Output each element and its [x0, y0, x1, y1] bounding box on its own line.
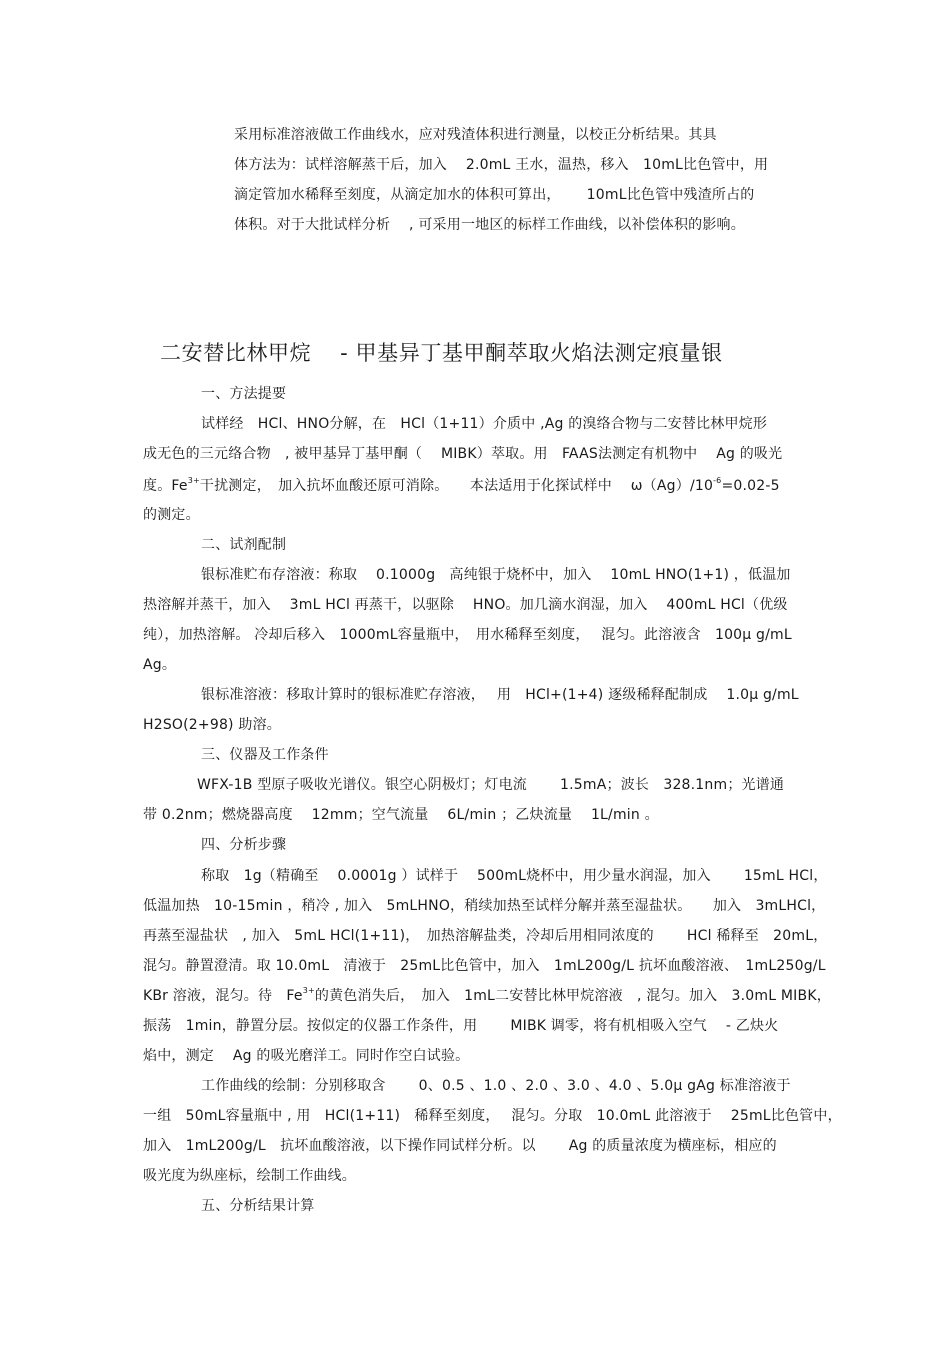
s1-line-3-part-c: =0.02-5: [721, 478, 780, 494]
s4-line-5-part-b: 的黄色消失后， 加入 1mL二安替比林甲烷溶液 , 混匀。加入 3.0mL MIBK，: [314, 988, 831, 1004]
s4-para2-line-2: 一组 50mL容量瓶中 , 用 HCl(1+11) 稀释至刻度， 混匀。分取 10.0mL 此溶液于 25mL比色管中，: [143, 1108, 842, 1124]
s1-superscript-charge: 3+: [187, 476, 200, 485]
s1-line-3-part-a: 度。Fe: [143, 478, 188, 494]
s4-para2-line-4: 吸光度为纵座标，绘制工作曲线。: [143, 1168, 356, 1184]
s2-line-2: 热溶解并蒸干，加入 3mL HCl 再蒸干，以驱除 HNO。加几滴水润湿，加入 400mL HCl（优级: [143, 597, 788, 613]
s4-line-1: 称取 1g（精确至 0.0001g ）试样于 500mL烧杯中，用少量水润湿，加入 15mL HCl，: [201, 868, 828, 884]
s2-line-4: Ag。: [143, 657, 177, 673]
s1-line-3-part-b: 干扰测定， 加入抗坏血酸还原可消除。 本法适用于化探试样中 ω（Ag）/10: [199, 478, 714, 494]
s4-line-4: 混匀。静置澄清。取 10.0mL 清液于 25mL比色管中，加入 1mL200g/L 抗坏血酸溶液、 1mL250g/L: [143, 958, 826, 974]
s1-line-2: 成无色的三元络合物 , 被甲基异丁基甲酮（ MIBK）萃取。用 FAAS法测定有机物中 Ag 的吸光: [143, 446, 783, 462]
s4-superscript-charge: 3+: [302, 986, 315, 995]
intro-line-2: 体方法为：试样溶解蒸干后，加入 2.0mL 王水，温热，移入 10mL比色管中，用: [234, 157, 769, 173]
s4-line-3: 再蒸至湿盐状 , 加入 5mL HCl(1+11)， 加热溶解盐类，冷却后用相同浓度的 HCl 稀释至 20mL，: [143, 928, 828, 944]
section-4-heading: 四、分析步骤: [201, 837, 287, 853]
s4-line-5: [143, 986, 831, 1006]
section-5-heading: 五、分析结果计算: [201, 1198, 315, 1214]
s2-line-3: 纯），加热溶解。 冷却后移入 1000mL容量瓶中， 用水稀释至刻度， 混匀。此溶液含 100μ g/mL: [143, 627, 792, 643]
s1-superscript-exponent: -6: [713, 476, 722, 485]
s4-para2-line-3: 加入 1mL200g/L 抗坏血酸溶液，以下操作同试样分析。以 Ag 的质量浓度为横座标，相应的: [143, 1138, 777, 1154]
s3-line-2: 带 0.2nm；燃烧器高度 12mm；空气流量 6L/min ；乙炔流量 1L/min 。: [143, 807, 659, 823]
s4-line-6: 振荡 1min，静置分层。按似定的仪器工作条件，用 MIBK 调零，将有机相吸入空气 - 乙炔火: [143, 1018, 779, 1034]
s4-para2-line-1: 工作曲线的绘制：分别移取含 0、0.5 、1.0 、2.0 、3.0 、4.0 、5.0μ gAg 标准溶液于: [201, 1078, 791, 1094]
s4-line-2: 低温加热 10-15min ，稍冷 , 加入 5mLHNO，稍续加热至试样分解并蒸至湿盐状。 加入 3mLHCl，: [143, 898, 826, 914]
s1-line-3: [143, 476, 780, 496]
section-2-heading: 二、试剂配制: [201, 537, 287, 553]
intro-line-3: 滴定管加水稀释至刻度，从滴定加水的体积可算出， 10mL比色管中残渣所占的: [234, 187, 755, 203]
s1-line-1: 试样经 HCl、HNO分解，在 HCl（1+11）介质中 ,Ag 的溴络合物与二安替比林甲烷形: [201, 416, 768, 432]
s1-line-4: 的测定。: [143, 507, 200, 523]
s2-line-5: 银标准溶液：移取计算时的银标准贮存溶液， 用 HCl+(1+4) 逐级稀释配制成 1.0μ g/mL: [201, 687, 799, 703]
s3-line-1: WFX-1B 型原子吸收光谱仪。银空心阴极灯；灯电流 1.5mA；波长 328.1nm；光谱通: [197, 777, 785, 793]
s2-line-6: H2SO(2+98) 助溶。: [143, 717, 281, 733]
intro-line-1: 采用标准溶液做工作曲线水，应对残渣体积进行测量，以校正分析结果。其具: [234, 127, 717, 143]
s2-line-1: 银标准贮布存溶液：称取 0.1000g 高纯银于烧杯中，加入 10mL HNO(1+1) ，低温加: [201, 567, 791, 583]
section-3-heading: 三、仪器及工作条件: [201, 747, 329, 763]
section-1-heading: 一、方法提要: [201, 386, 287, 402]
s4-line-7: 焰中，测定 Ag 的吸光磨洋工。同时作空白试验。: [143, 1048, 470, 1064]
s4-line-5-part-a: KBr 溶液，混匀。待 Fe: [143, 988, 303, 1004]
article-title: 二安替比林甲烷 - 甲基异丁基甲酮萃取火焰法测定痕量银: [160, 341, 723, 365]
intro-line-4: 体积。对于大批试样分析 , 可采用一地区的标样工作曲线，以补偿体积的影响。: [234, 217, 745, 233]
